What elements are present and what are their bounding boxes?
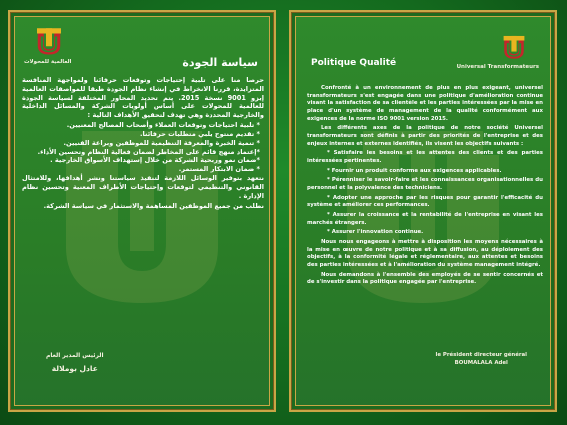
french-bullet: * Pérenniser le savoir-faire et les connaissances organisationnelles du personnel et la polyvalence des techniciens. [307,177,543,192]
arabic-request-paragraph: نطلب من جميع الموظفين المساهمة والاستثمار في سياسة الشركة. [43,201,264,210]
french-signature [436,352,527,366]
arabic-bullet: * تنمية الخبرة والمعرفة التنظيمية للموظفين وبراعة الفنيين. [63,138,260,147]
arabic-title: سياسة الجودة [182,56,258,69]
french-bullet: * Assurer l'innovation continue. [327,229,424,236]
french-request-paragraph: Nous demandons à l'ensemble des employés de se sentir concernés et de s'investir dans la politique engagée par l'entreprise. [307,271,543,286]
arabic-bullet: *ضمان نمو وربحية الشركة من خلال إستهداف الأسواق الخارجية . [50,156,260,165]
arabic-intro-paragraph: حرصا منا على تلبية إحتياجات وتوقعات حرفائنا ولمواجهة المنافسة المتزايدة، قررنا الانخراط في إنشاء نظام الجودة طبقا للمواصفات العالمية إيزو 9001 نسخة 2015. يتم تحديد المحاور المختلفة لسياسة الجودة للعالمية للمحولات على أساس أولويات الشركة والمسائل الداخلية والخارجية المحددة وهي تهدف لتحقيق الأهداف التالية : [22,76,264,120]
arabic-bullet: *إعتماد منهج قائم على المخاطر لضمان فعالية النظام وتحسين الأداء. [37,147,260,156]
company-name-ar: العالمية للمحولات [24,59,72,65]
french-bullet: * Adopter une approche par les risques pour garantir l'efficacité du système et améliorer ces performances. [307,194,543,209]
french-intro-paragraph: Confronté à un environnement de plus en plus exigeant, universel transformateurs s'est engagée dans une politique d'amélioration continue visant la satisfaction de sa clientèle et les parties intéressées par la mise en place d'un système de management de la qualité conformément aux exigences de la norme ISO 9001 version 2015. [307,85,543,122]
french-bullet: * Fournir un produit conforme aux exigences applicables. [327,167,502,174]
arabic-policy-text [22,76,264,211]
french-bullet: * Assurer la croissance et la rentabilité de l'entreprise en visant les marchés étrangers. [307,212,543,226]
french-signature-name: BOUMALALA Adel [454,360,508,366]
company-logo-icon [501,34,527,60]
arabic-signature-name: عادل بوملالة [51,364,98,373]
arabic-policy-panel [8,10,276,412]
arabic-bullet: * ضمان الابتكار المستمر. [178,165,260,174]
french-commitment-paragraph: Nous nous engageons à mettre à disposition les moyens nécessaires à la mise en œuvre de notre politique et à sa diffusion, au déploiement des objectifs, à la conformité légale et réglementaire, aux attentes et besoins des parties intéressées et à l'amélioration du système management intégré. [307,239,543,269]
arabic-commitment-paragraph: نتعهد بتوفير الوسائل اللازمة لتنفيذ سياستنا ونشر أهدافها، وللامتثال القانوني والتنظيمي لتوقعات وإحتياجات الأطراف المعنية وتحسين نظام الإدارة . [22,174,264,200]
french-axes-paragraph: Les différents axes de la politique de notre société Universel transformateurs sont définis à partir des priorités de l'entreprise et des enjeux internes et externes identifiés, ils visent les objectifs suivants : [307,125,543,147]
company-logo-icon [34,26,64,56]
arabic-bullet: * تلبية احتياجات وتوقعات العملاء وأصحاب المصالح المعنيين. [66,121,260,130]
french-policy-panel [289,10,557,412]
french-bullet: * Satisfaire les besoins et les attentes des clients et des parties intéressées pertinentes. [307,150,543,165]
french-policy-text [307,85,543,289]
company-name-fr: Universal Transformateurs [456,64,539,70]
french-title: Politique Qualité [311,58,397,68]
arabic-bullet: * تقديم منتوج يلبي متطلبات حرفائنا. [140,129,260,138]
french-signature-title: le Président directeur général [435,352,527,358]
arabic-signature-title: الرئيس المدير العام [46,352,104,359]
arabic-signature [46,352,104,373]
